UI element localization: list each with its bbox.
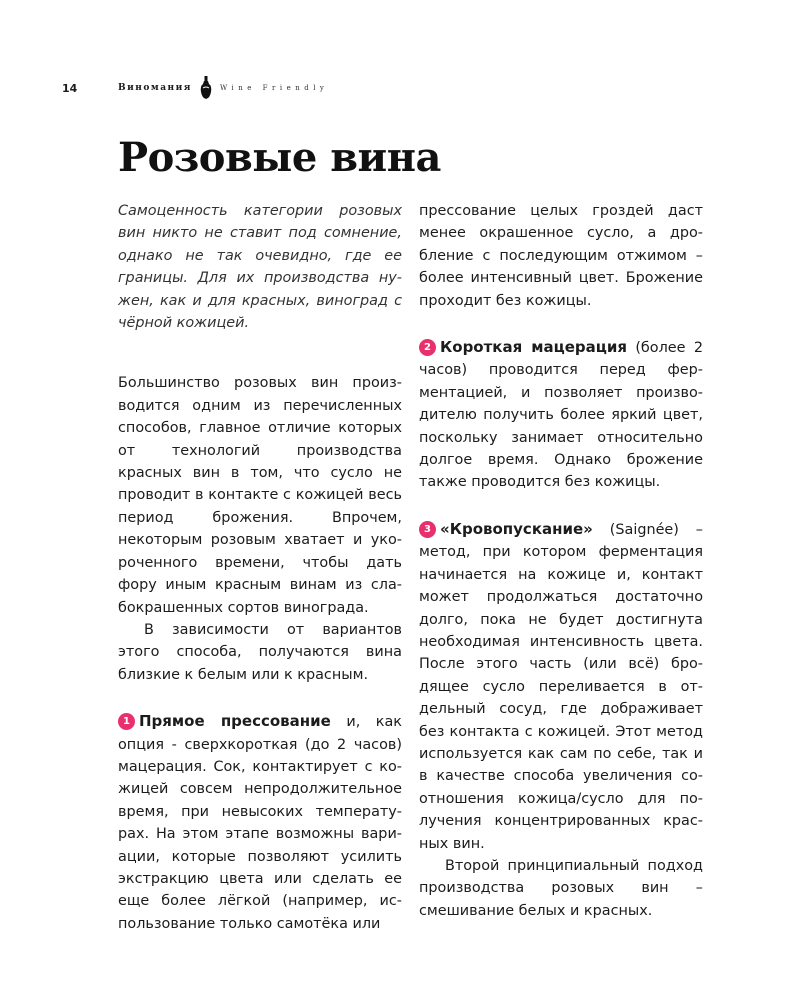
method-1-paragraph xyxy=(118,710,402,935)
method-2-paragraph xyxy=(419,336,703,494)
method-number-badge: 3 xyxy=(419,521,436,538)
body-paragraph: Большинство розовых вин производится одним из перечисленных способов, главное отличие которых от технологий производства красных вин в том, что сусло не проводит в контакте с кожицей весь период брожения. Впрочем, некоторым розовым хватает и укороченного времени, чтобы дать фору иным красным винам из слабокрашенных сортов винограда. xyxy=(118,375,402,616)
method-1-text: и, как опция - сверхкороткая (до 2 часов) мацерация. Сок, контактирует с кожицей совсем непродолжительное время, при невысоких температурах. На этом этапе возможны вариации, которые позволяют усилить экстракцию цвета или сделать ее еще более лёгкой (например, использование только самотёка или xyxy=(118,714,402,932)
method-1-heading: Прямое прессование xyxy=(139,712,331,731)
method-1-continuation: прессование целых гроздей даст менее окрашенное сусло, а дробление с последующим отжимом – более интенсивный цвет. Брожение проходит без кожицы. xyxy=(419,203,703,309)
body-paragraph: В зависимости от вариантов этого способа, получаются вина близкие к белым или к красным. xyxy=(118,621,402,683)
method-3-paragraph xyxy=(419,518,703,855)
wine-bottle-icon xyxy=(198,76,214,100)
page-title: Розовые вина xyxy=(118,134,441,181)
method-2-heading: Короткая мацерация xyxy=(440,338,627,357)
page-number: 14 xyxy=(62,81,78,95)
closing-paragraph: Второй принципиальный подход производства розовых вин – смешивание белых и красных. xyxy=(419,857,703,919)
method-3-text: (Saignée) – метод, при котором ферментация начинается на кожице и, контакт может продолжаться достаточно долго, пока не будет достигнута необходимая интенсивность цвета. После этого часть (или всё) бродящее сусло переливается в отдельный сосуд, где дображивает без контакта с кожицей. Этот метод используется как сам по себе, так и в качестве способа увеличения соотношения кожица/сусло для получения концентрированных красных вин. xyxy=(419,521,703,852)
intro-text: Самоценность категории розовых вин никто не ставит под сомнение, однако не так очевидно, где ее границы. Для их производства нужен, как и для красных, виноград с чёрной кожицей. xyxy=(118,203,402,332)
method-number-badge: 2 xyxy=(419,339,436,356)
method-2-text: (более 2 часов) проводится перед ферментацией, и позволяет производителю получить более яркий цвет, поскольку занимает относительно долгое время. Однако брожение также проводится без кожицы. xyxy=(419,340,703,491)
brand-name: Виномания xyxy=(118,83,192,93)
method-3-heading: «Кровопускание» xyxy=(440,519,593,538)
method-number-badge: 1 xyxy=(118,713,135,730)
running-header xyxy=(62,76,328,100)
column-left xyxy=(118,200,402,935)
column-right xyxy=(419,200,703,922)
brand-tagline: Wine Friendly xyxy=(219,84,329,92)
